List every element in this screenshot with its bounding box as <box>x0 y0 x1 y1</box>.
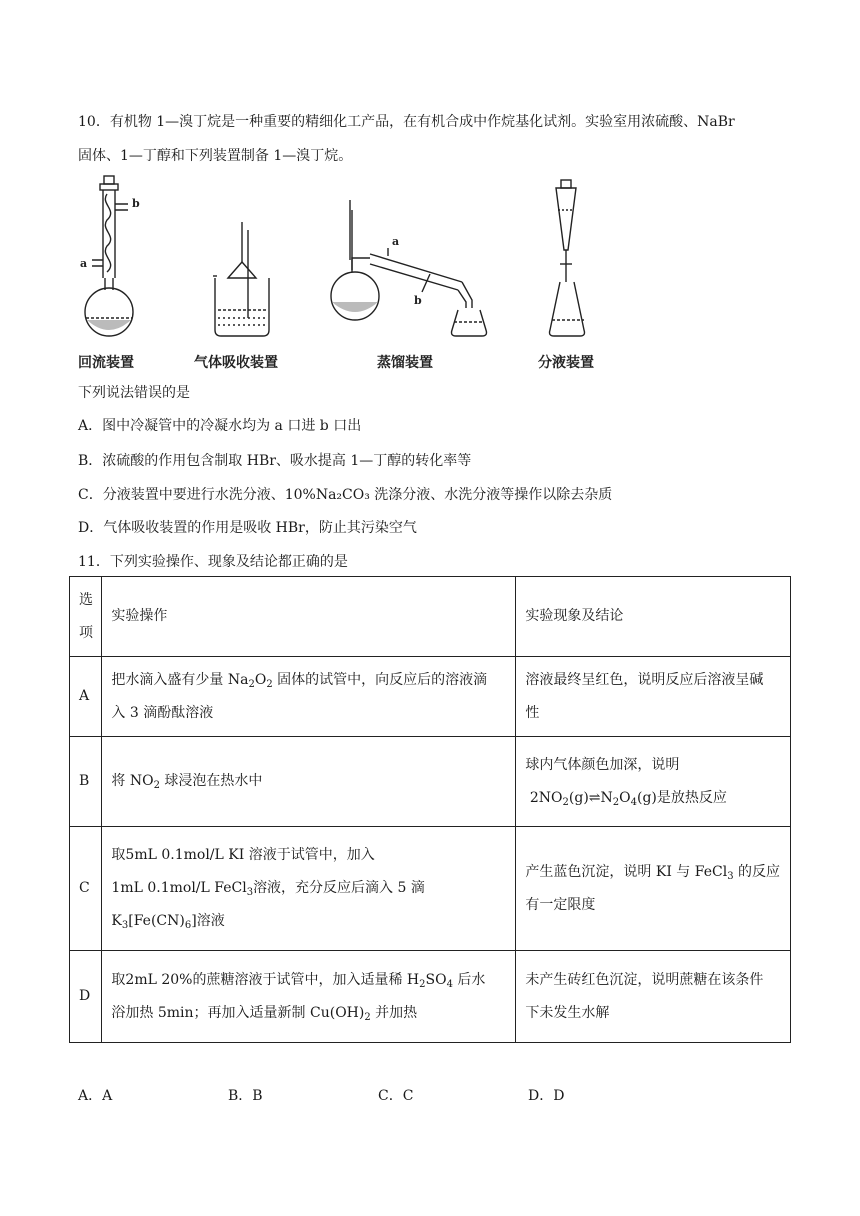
operation-cell <box>102 951 516 1043</box>
table-header-row <box>70 577 791 657</box>
header-option-char-1: 选 <box>79 591 93 608</box>
separatory-funnel-illustration <box>550 180 585 336</box>
q11-answer-a[interactable]: A．A <box>78 1088 113 1104</box>
equation-line: $2NO_2(g)\rightleftharpoons N_2O_4(g)$是放热反应 <box>529 789 727 808</box>
q10-option-c[interactable]: C．分液装置中要进行水洗分液、10%Na₂CO₃ 洗涤分液、水洗分液等操作以除去杂质 <box>78 487 613 503</box>
question-10-statement: 下列说法错误的是 <box>78 385 190 401</box>
result-line: 未产生砖红色沉淀，说明蔗糖在该条件 <box>525 971 764 988</box>
row-label: B <box>70 737 102 827</box>
result-line: 性 <box>525 704 540 721</box>
result-line: 下未发生水解 <box>525 1004 610 1021</box>
result-line: 溶液最终呈红色，说明反应后溶液呈碱 <box>525 671 764 688</box>
question-11-stem: 11．下列实验操作、现象及结论都正确的是 <box>78 554 348 570</box>
table-row <box>70 657 791 737</box>
table-row <box>70 951 791 1043</box>
row-label: C <box>70 827 102 951</box>
row-label: D <box>70 951 102 1043</box>
operation-line: 把水滴入盛有少量 $Na_2O_2$ 固体的试管中，向反应后的溶液滴 <box>111 671 488 690</box>
operation-line: 浴加热 5min；再加入适量新制 $Cu(OH)_2$ 并加热 <box>111 1004 418 1023</box>
q10-option-d[interactable]: D．气体吸收装置的作用是吸收 HBr，防止其污染空气 <box>78 520 417 536</box>
gas-absorption-label: 气体吸收装置 <box>194 355 278 371</box>
operation-line: 取5mL 0.1mol/L KI 溶液于试管中，加入 <box>111 847 375 863</box>
table-row <box>70 827 791 951</box>
q11-answer-c[interactable]: C．C <box>378 1088 414 1104</box>
result-line: 产生蓝色沉淀，说明 KI 与 FeCl$_3$ 的反应 <box>525 863 781 882</box>
result-cell <box>516 951 791 1043</box>
experiment-table <box>69 576 791 1043</box>
operation-cell <box>102 657 516 737</box>
question-11-answers <box>78 1085 678 1107</box>
gas-absorption-apparatus-illustration <box>213 222 269 336</box>
table-row <box>70 737 791 827</box>
operation-line: 1mL 0.1mol/L FeCl$_3$溶液，充分反应后滴入 5 滴 <box>111 880 425 898</box>
header-result-cell: 实验现象及结论 <box>516 577 791 657</box>
separatory-label: 分液装置 <box>538 355 594 371</box>
equilibrium-arrow: ⇌ <box>588 789 601 806</box>
result-line: 有一定限度 <box>525 896 596 913</box>
question-10-line-2: 固体、1—丁醇和下列装置制备 1—溴丁烷。 <box>78 148 353 164</box>
operation-line: 入 3 滴酚酞溶液 <box>111 704 214 721</box>
q10-option-a[interactable]: A．图中冷凝管中的冷凝水均为 a 口进 b 口出 <box>78 418 362 434</box>
reflux-outlet-b-label: b <box>132 197 140 210</box>
result-cell <box>516 737 791 827</box>
q11-answer-d[interactable]: D．D <box>528 1088 565 1104</box>
result-cell <box>516 657 791 737</box>
reflux-apparatus-label: 回流装置 <box>78 355 134 371</box>
operation-line: 取2mL 20%的蔗糖溶液于试管中，加入适量稀 $H_2SO_4$ 后水 <box>111 971 486 990</box>
distillation-a-label: a <box>392 235 400 248</box>
distillation-label: 蒸馏装置 <box>377 355 433 371</box>
reflux-apparatus-illustration <box>85 176 133 336</box>
q10-option-b[interactable]: B．浓硫酸的作用包含制取 HBr、吸水提高 1—丁醇的转化率等 <box>78 453 472 469</box>
result-cell <box>516 827 791 951</box>
distillation-apparatus-illustration <box>331 200 487 336</box>
operation-line: $K_3[Fe(CN)_6]$溶液 <box>111 913 225 931</box>
operation-cell: 将 $NO_2$ 球浸泡在热水中 <box>102 737 516 827</box>
apparatus-diagram <box>70 170 630 375</box>
operation-cell <box>102 827 516 951</box>
q11-answer-b[interactable]: B．B <box>228 1088 263 1104</box>
result-line: 球内气体颜色加深，说明 <box>525 756 680 773</box>
header-option-char-2: 项 <box>79 624 93 641</box>
question-10-line-1: 10．有机物 1—溴丁烷是一种重要的精细化工产品，在有机合成中作烷基化试剂。实验室用浓硫酸、NaBr <box>78 114 735 130</box>
row-label: A <box>70 657 102 737</box>
header-option-cell <box>70 577 102 657</box>
reflux-inlet-a-label: a <box>80 257 88 270</box>
header-operation-cell: 实验操作 <box>102 577 516 657</box>
distillation-b-label: b <box>414 294 422 307</box>
